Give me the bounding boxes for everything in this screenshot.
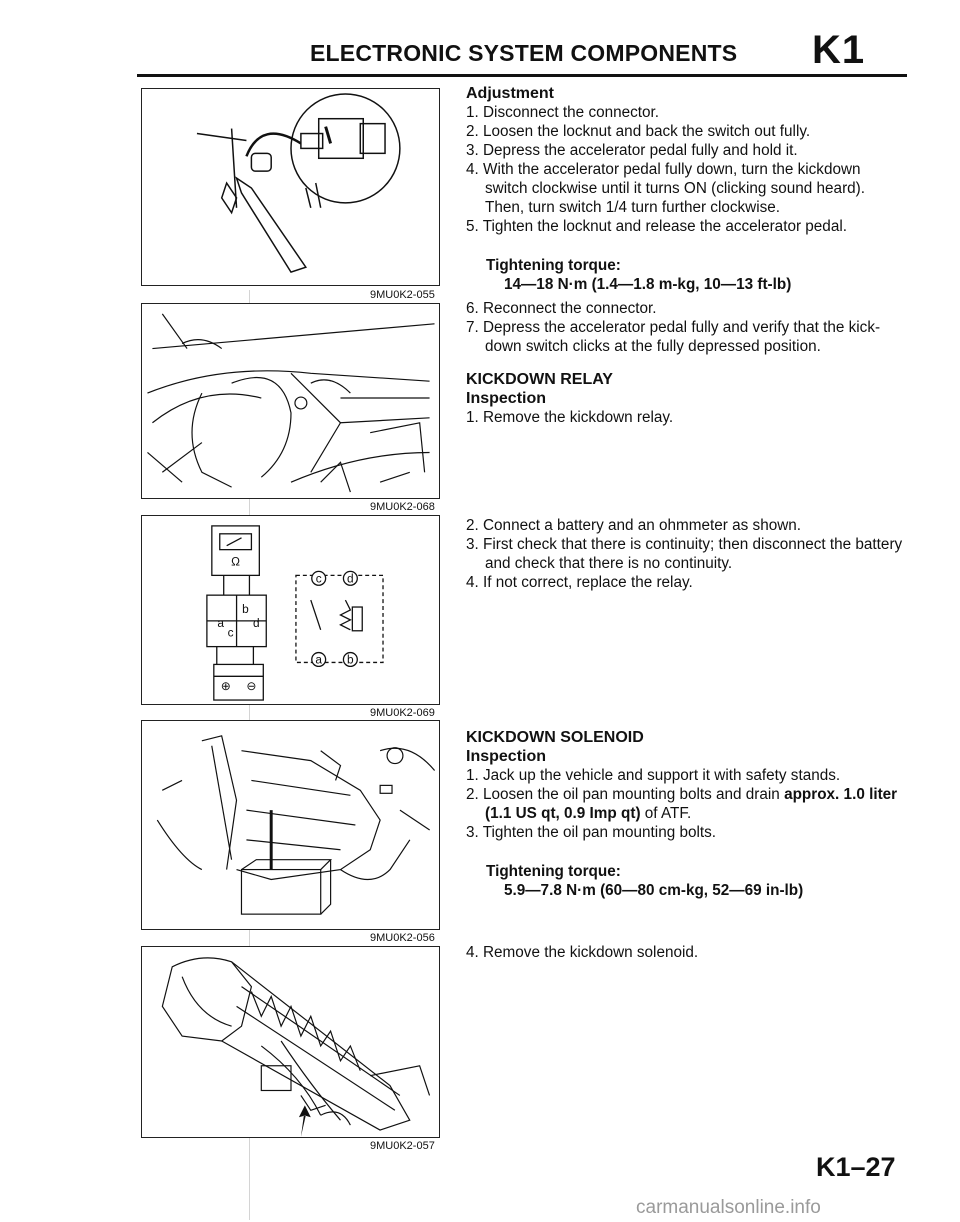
adjustment-section-2 xyxy=(466,299,906,356)
figure-oil-pan-drain xyxy=(141,720,440,930)
relay-heading: KICKDOWN RELAY xyxy=(466,371,613,388)
drain-pan xyxy=(241,870,320,915)
adjustment-step-2: 2. Loosen the locknut and back the switch out fully. xyxy=(466,123,811,140)
solenoid-step-2 xyxy=(466,785,906,823)
adjustment-step-4: 4. With the accelerator pedal fully down, turn the kickdown switch clockwise until it turns ON (clicking sound heard). Then, turn switch 1/4 turn further clockwise. xyxy=(466,161,866,216)
figure-code-4: 9MU0K2-056 xyxy=(370,932,435,944)
solenoid-step-3: 3. Tighten the oil pan mounting bolts. xyxy=(466,824,717,841)
terminal-a-label: a xyxy=(217,615,225,630)
battery-minus-label: ⊖ xyxy=(246,679,257,694)
adjustment-step-1: 1. Disconnect the connector. xyxy=(466,104,660,121)
solenoid-torque-value: 5.9—7.8 N·m (60—80 cm-kg, 52—69 in-lb) xyxy=(504,882,804,899)
kickdown-solenoid-section xyxy=(466,728,906,900)
oil-pan-drain-illustration xyxy=(142,721,439,929)
solenoid-torque-label: Tightening torque: xyxy=(486,863,621,880)
page-number: K1–27 xyxy=(816,1152,896,1182)
section-code: K1 xyxy=(812,28,866,72)
schematic-a-label: a xyxy=(315,652,323,667)
relay-step-3: 3. First check that there is continuity; then disconnect the battery and check that there is no continuity. xyxy=(466,536,903,572)
solenoid-step-1: 1. Jack up the vehicle and support it with safety stands. xyxy=(466,767,841,784)
adjustment-step-3: 3. Depress the accelerator pedal fully and hold it. xyxy=(466,142,798,159)
figure-code-2: 9MU0K2-068 xyxy=(370,501,435,513)
solenoid-drain-amount: approx. 1.0 liter (1.1 US qt, 0.9 Imp qt) xyxy=(485,786,898,822)
relay-step-4: 4. If not correct, replace the relay. xyxy=(466,574,693,591)
schematic-b-label: b xyxy=(347,652,354,667)
terminal-c-label: c xyxy=(227,625,234,640)
solenoid-step-2-text: 2. Loosen the oil pan mounting bolts and drain xyxy=(466,786,785,803)
kickdown-relay-section xyxy=(466,370,906,427)
arrow-icon xyxy=(299,1105,311,1137)
battery-plus-label: ⊕ xyxy=(220,679,231,694)
relay-step-2: 2. Connect a battery and an ohmmeter as shown. xyxy=(466,517,802,534)
adjustment-step-5: 5. Tighten the locknut and release the accelerator pedal. xyxy=(466,218,847,235)
adjustment-torque-value: 14—18 N·m (1.4—1.8 m-kg, 10—13 ft-lb) xyxy=(504,276,792,293)
adjustment-step-6: 6. Reconnect the connector. xyxy=(466,300,657,317)
schematic-d-label: d xyxy=(347,571,354,586)
solenoid-step-2-end: of ATF. xyxy=(640,805,692,822)
transmission-illustration xyxy=(142,947,439,1137)
page-title: ELECTRONIC SYSTEM COMPONENTS xyxy=(310,40,738,66)
adjustment-step-7: 7. Depress the accelerator pedal fully and verify that the kick-down switch clicks at the fully depressed position. xyxy=(466,319,881,355)
figure-engine-compartment xyxy=(141,303,440,499)
ohm-label: Ω xyxy=(231,554,241,569)
solenoid-subheading: Inspection xyxy=(466,748,547,765)
solenoid-step-4: 4. Remove the kickdown solenoid. xyxy=(466,944,699,961)
adjustment-section xyxy=(466,84,906,294)
watermark: carmanualsonline.info xyxy=(636,1197,821,1218)
kickdown-relay-section-2 xyxy=(466,516,906,592)
relay-subheading: Inspection xyxy=(466,390,547,407)
header-rule xyxy=(137,74,907,77)
solenoid-heading: KICKDOWN SOLENOID xyxy=(466,729,644,746)
figure-transmission xyxy=(141,946,440,1138)
figure-code-3: 9MU0K2-069 xyxy=(370,707,435,719)
terminal-d-label: d xyxy=(253,615,260,630)
relay-test-illustration xyxy=(142,516,439,704)
figure-code-1: 9MU0K2-055 xyxy=(370,289,435,301)
figure-relay-test xyxy=(141,515,440,705)
adjustment-heading: Adjustment xyxy=(466,85,554,102)
engine-compartment-illustration xyxy=(142,304,439,498)
kickdown-solenoid-section-2 xyxy=(466,943,906,962)
relay-step-1: 1. Remove the kickdown relay. xyxy=(466,409,674,426)
adjustment-torque-label: Tightening torque: xyxy=(486,257,621,274)
figure-code-5: 9MU0K2-057 xyxy=(370,1140,435,1152)
schematic-c-label: c xyxy=(315,571,322,586)
kickdown-switch-illustration xyxy=(142,89,439,285)
figure-kickdown-switch xyxy=(141,88,440,286)
relay-schematic xyxy=(296,575,383,662)
terminal-b-label: b xyxy=(242,601,249,616)
